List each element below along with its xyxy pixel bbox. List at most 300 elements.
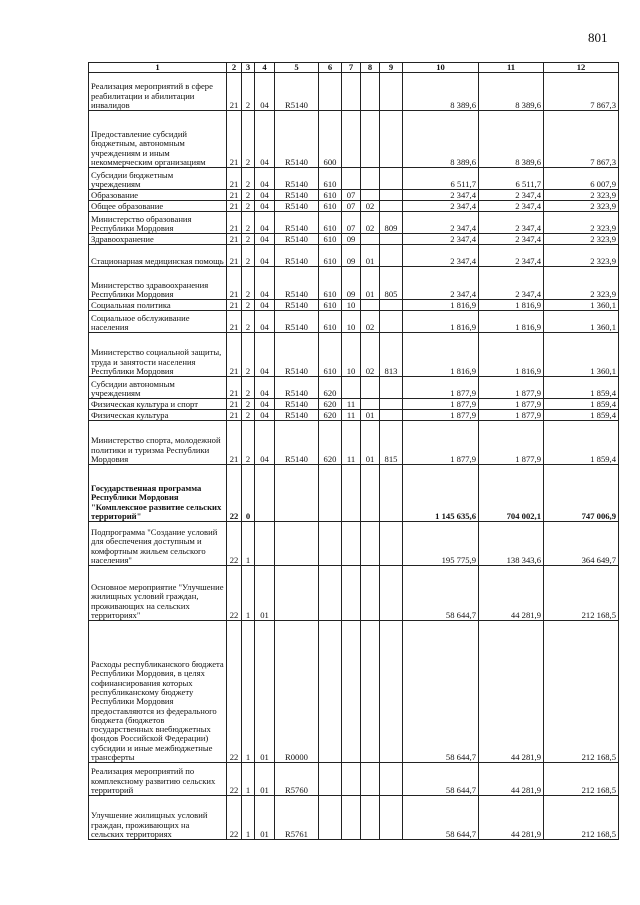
amount-2022-cell: 2 347,4: [479, 212, 544, 234]
amount-2023-cell: 1 360,1: [544, 311, 619, 333]
expense-type-cell: 610: [319, 311, 342, 333]
subsection-cell: 1: [242, 796, 255, 840]
chapter-cell: [342, 621, 361, 763]
target-cell: R5140: [275, 234, 319, 245]
amount-2021-cell: 58 644,7: [403, 566, 479, 621]
table-row: [89, 168, 619, 190]
subchapter-cell: 01: [361, 410, 380, 421]
amount-2021-cell: 58 644,7: [403, 621, 479, 763]
amount-2023-cell: 1 859,4: [544, 377, 619, 399]
subsection-cell: 2: [242, 377, 255, 399]
program-cell: 04: [255, 168, 275, 190]
table-row: [89, 566, 619, 621]
subsection-cell: 2: [242, 111, 255, 168]
ministry-cell: [380, 522, 403, 566]
chapter-cell: 09: [342, 234, 361, 245]
amount-2021-cell: 2 347,4: [403, 201, 479, 212]
subsection-cell: 2: [242, 234, 255, 245]
row-name-cell: Министерство здравоохранения Республики Мордовия: [89, 267, 227, 300]
subchapter-cell: 01: [361, 421, 380, 465]
subchapter-cell: [361, 522, 380, 566]
ministry-cell: [380, 234, 403, 245]
amount-2023-cell: 2 323,9: [544, 267, 619, 300]
amount-2022-cell: 8 389,6: [479, 73, 544, 111]
row-name-cell: Предоставление субсидий бюджетным, автономным учреждениям и иным некоммерческим организациям: [89, 111, 227, 168]
ministry-cell: 815: [380, 421, 403, 465]
amount-2022-cell: 138 343,6: [479, 522, 544, 566]
amount-2021-cell: 6 511,7: [403, 168, 479, 190]
header-cell: 8: [361, 63, 380, 73]
chapter-cell: 09: [342, 267, 361, 300]
amount-2021-cell: 2 347,4: [403, 190, 479, 201]
subchapter-cell: [361, 763, 380, 796]
row-name-cell: Подпрограмма "Создание условий для обеспечения доступным и комфортным жильем сельского населения": [89, 522, 227, 566]
ministry-cell: [380, 311, 403, 333]
section-cell: 22: [227, 621, 242, 763]
header-cell: 7: [342, 63, 361, 73]
row-name-cell: Здравоохранение: [89, 234, 227, 245]
chapter-cell: 11: [342, 410, 361, 421]
section-cell: 22: [227, 796, 242, 840]
ministry-cell: [380, 300, 403, 311]
row-name-cell: Министерство спорта, молодежной политики и туризма Республики Мордовия: [89, 421, 227, 465]
section-cell: 21: [227, 190, 242, 201]
row-name-cell: Реализация мероприятий в сфере реабилитации и абилитации инвалидов: [89, 73, 227, 111]
amount-2023-cell: 7 867,3: [544, 73, 619, 111]
subsection-cell: 2: [242, 311, 255, 333]
subchapter-cell: [361, 300, 380, 311]
ministry-cell: [380, 245, 403, 267]
program-cell: 04: [255, 300, 275, 311]
target-cell: R5140: [275, 333, 319, 377]
amount-2022-cell: 1 877,9: [479, 410, 544, 421]
target-cell: R5140: [275, 245, 319, 267]
subsection-cell: 2: [242, 245, 255, 267]
section-cell: 21: [227, 377, 242, 399]
page-number: 801: [588, 30, 608, 45]
program-cell: 04: [255, 234, 275, 245]
amount-2021-cell: 1 877,9: [403, 377, 479, 399]
expense-type-cell: 610: [319, 212, 342, 234]
target-cell: R5140: [275, 311, 319, 333]
target-cell: [275, 522, 319, 566]
chapter-cell: 09: [342, 245, 361, 267]
amount-2021-cell: 2 347,4: [403, 234, 479, 245]
row-name-cell: Образование: [89, 190, 227, 201]
table-row: [89, 796, 619, 840]
chapter-cell: [342, 73, 361, 111]
section-cell: 21: [227, 168, 242, 190]
table-row: [89, 111, 619, 168]
amount-2022-cell: 1 877,9: [479, 399, 544, 410]
subchapter-cell: [361, 111, 380, 168]
table-row: [89, 421, 619, 465]
target-cell: R5140: [275, 421, 319, 465]
subsection-cell: 1: [242, 621, 255, 763]
amount-2022-cell: 2 347,4: [479, 234, 544, 245]
table-row: [89, 212, 619, 234]
amount-2023-cell: 1 859,4: [544, 421, 619, 465]
program-cell: 04: [255, 73, 275, 111]
chapter-cell: [342, 168, 361, 190]
amount-2021-cell: 2 347,4: [403, 245, 479, 267]
target-cell: R5140: [275, 267, 319, 300]
amount-2023-cell: 364 649,7: [544, 522, 619, 566]
amount-2022-cell: 1 816,9: [479, 333, 544, 377]
section-cell: 21: [227, 311, 242, 333]
amount-2021-cell: 1 877,9: [403, 421, 479, 465]
chapter-cell: 10: [342, 300, 361, 311]
amount-2023-cell: 212 168,5: [544, 796, 619, 840]
amount-2022-cell: 6 511,7: [479, 168, 544, 190]
ministry-cell: [380, 763, 403, 796]
expense-type-cell: [319, 465, 342, 522]
target-cell: R5140: [275, 410, 319, 421]
budget-table: [88, 62, 619, 840]
table-row: [89, 234, 619, 245]
ministry-cell: [380, 73, 403, 111]
row-name-cell: Стационарная медицинская помощь: [89, 245, 227, 267]
section-cell: 21: [227, 212, 242, 234]
amount-2022-cell: 44 281,9: [479, 566, 544, 621]
subsection-cell: 2: [242, 168, 255, 190]
table-row: [89, 190, 619, 201]
table-row: [89, 333, 619, 377]
ministry-cell: 809: [380, 212, 403, 234]
table-row: [89, 201, 619, 212]
table-row: [89, 311, 619, 333]
program-cell: [255, 465, 275, 522]
ministry-cell: 805: [380, 267, 403, 300]
header-cell: 6: [319, 63, 342, 73]
subchapter-cell: [361, 190, 380, 201]
row-name-cell: Улучшение жилищных условий граждан, проживающих на сельских территориях: [89, 796, 227, 840]
ministry-cell: [380, 377, 403, 399]
amount-2021-cell: 1 145 635,6: [403, 465, 479, 522]
subsection-cell: 2: [242, 73, 255, 111]
section-cell: 21: [227, 421, 242, 465]
chapter-cell: 07: [342, 190, 361, 201]
row-name-cell: Социальное обслуживание населения: [89, 311, 227, 333]
expense-type-cell: [319, 621, 342, 763]
subsection-cell: 2: [242, 212, 255, 234]
amount-2023-cell: 2 323,9: [544, 212, 619, 234]
amount-2022-cell: 2 347,4: [479, 190, 544, 201]
row-name-cell: Физическая культура и спорт: [89, 399, 227, 410]
amount-2022-cell: 44 281,9: [479, 621, 544, 763]
amount-2023-cell: 2 323,9: [544, 201, 619, 212]
amount-2021-cell: 8 389,6: [403, 73, 479, 111]
expense-type-cell: 610: [319, 190, 342, 201]
header-cell: 2: [227, 63, 242, 73]
target-cell: R5140: [275, 168, 319, 190]
row-name-cell: Основное мероприятие "Улучшение жилищных условий граждан, проживающих на сельских территориях": [89, 566, 227, 621]
expense-type-cell: [319, 566, 342, 621]
section-cell: 21: [227, 410, 242, 421]
section-cell: 22: [227, 763, 242, 796]
row-name-cell: Социальная политика: [89, 300, 227, 311]
chapter-cell: [342, 763, 361, 796]
amount-2022-cell: 1 877,9: [479, 421, 544, 465]
header-cell: 12: [544, 63, 619, 73]
subsection-cell: 0: [242, 465, 255, 522]
header-cell: 5: [275, 63, 319, 73]
target-cell: R5140: [275, 73, 319, 111]
section-cell: 21: [227, 245, 242, 267]
row-name-cell: Министерство образования Республики Мордовия: [89, 212, 227, 234]
program-cell: 01: [255, 763, 275, 796]
ministry-cell: [380, 796, 403, 840]
row-name-cell: Общее образование: [89, 201, 227, 212]
table-row: [89, 763, 619, 796]
amount-2023-cell: 747 006,9: [544, 465, 619, 522]
program-cell: 04: [255, 267, 275, 300]
program-cell: 04: [255, 377, 275, 399]
ministry-cell: [380, 190, 403, 201]
section-cell: 21: [227, 267, 242, 300]
amount-2023-cell: 7 867,3: [544, 111, 619, 168]
row-name-cell: Субсидии бюджетным учреждениям: [89, 168, 227, 190]
amount-2023-cell: 2 323,9: [544, 245, 619, 267]
subsection-cell: 1: [242, 763, 255, 796]
amount-2022-cell: 1 877,9: [479, 377, 544, 399]
subsection-cell: 2: [242, 190, 255, 201]
section-cell: 21: [227, 73, 242, 111]
program-cell: 04: [255, 245, 275, 267]
chapter-cell: 11: [342, 421, 361, 465]
amount-2023-cell: 6 007,9: [544, 168, 619, 190]
ministry-cell: [380, 111, 403, 168]
expense-type-cell: 610: [319, 245, 342, 267]
program-cell: 04: [255, 311, 275, 333]
amount-2022-cell: 2 347,4: [479, 267, 544, 300]
amount-2023-cell: 1 859,4: [544, 399, 619, 410]
target-cell: R5140: [275, 212, 319, 234]
program-cell: 04: [255, 421, 275, 465]
amount-2021-cell: 195 775,9: [403, 522, 479, 566]
row-name-cell: Физическая культура: [89, 410, 227, 421]
subsection-cell: 1: [242, 522, 255, 566]
row-name-cell: Расходы республиканского бюджета Республики Мордовия, в целях софинансирования которых республиканскому бюджету Республики Мордовия предоставляются из федерального бюджета (бюджетов государственных внебюджетных фондов Российской Федерации) субсидии и иные межбюджетные трансферты: [89, 621, 227, 763]
amount-2023-cell: 2 323,9: [544, 234, 619, 245]
amount-2023-cell: 2 323,9: [544, 190, 619, 201]
expense-type-cell: 620: [319, 410, 342, 421]
subchapter-cell: 02: [361, 311, 380, 333]
expense-type-cell: [319, 522, 342, 566]
table-row: [89, 300, 619, 311]
subsection-cell: 2: [242, 300, 255, 311]
header-cell: 1: [89, 63, 227, 73]
program-cell: 04: [255, 201, 275, 212]
row-name-cell: Субсидии автономным учреждениям: [89, 377, 227, 399]
program-cell: 04: [255, 399, 275, 410]
amount-2021-cell: 1 816,9: [403, 333, 479, 377]
target-cell: R5140: [275, 377, 319, 399]
amount-2023-cell: 212 168,5: [544, 621, 619, 763]
chapter-cell: 10: [342, 311, 361, 333]
program-cell: 01: [255, 566, 275, 621]
chapter-cell: [342, 377, 361, 399]
subchapter-cell: 01: [361, 245, 380, 267]
target-cell: R5140: [275, 111, 319, 168]
subchapter-cell: 02: [361, 333, 380, 377]
target-cell: R5140: [275, 190, 319, 201]
section-cell: 21: [227, 399, 242, 410]
expense-type-cell: 610: [319, 201, 342, 212]
amount-2023-cell: 212 168,5: [544, 566, 619, 621]
chapter-cell: [342, 465, 361, 522]
chapter-cell: 11: [342, 399, 361, 410]
amount-2023-cell: 1 360,1: [544, 300, 619, 311]
header-cell: 9: [380, 63, 403, 73]
ministry-cell: [380, 465, 403, 522]
subchapter-cell: [361, 73, 380, 111]
expense-type-cell: 610: [319, 234, 342, 245]
amount-2022-cell: 2 347,4: [479, 201, 544, 212]
subsection-cell: 2: [242, 201, 255, 212]
table-row: [89, 73, 619, 111]
amount-2021-cell: 58 644,7: [403, 796, 479, 840]
subchapter-cell: [361, 465, 380, 522]
expense-type-cell: [319, 796, 342, 840]
subchapter-cell: 02: [361, 212, 380, 234]
section-cell: 21: [227, 300, 242, 311]
expense-type-cell: 600: [319, 111, 342, 168]
amount-2021-cell: 8 389,6: [403, 111, 479, 168]
program-cell: 01: [255, 621, 275, 763]
table-row: [89, 465, 619, 522]
expense-type-cell: [319, 763, 342, 796]
program-cell: 04: [255, 111, 275, 168]
amount-2022-cell: 1 816,9: [479, 311, 544, 333]
ministry-cell: [380, 566, 403, 621]
section-cell: 21: [227, 333, 242, 377]
ministry-cell: 813: [380, 333, 403, 377]
target-cell: R5140: [275, 201, 319, 212]
amount-2023-cell: 212 168,5: [544, 763, 619, 796]
expense-type-cell: 610: [319, 168, 342, 190]
subchapter-cell: [361, 168, 380, 190]
amount-2021-cell: 2 347,4: [403, 212, 479, 234]
subsection-cell: 2: [242, 410, 255, 421]
amount-2021-cell: 1 816,9: [403, 300, 479, 311]
program-cell: 04: [255, 212, 275, 234]
chapter-cell: 10: [342, 333, 361, 377]
header-cell: 10: [403, 63, 479, 73]
program-cell: 04: [255, 190, 275, 201]
ministry-cell: [380, 621, 403, 763]
table-row: [89, 410, 619, 421]
subsection-cell: 1: [242, 566, 255, 621]
chapter-cell: 07: [342, 212, 361, 234]
section-cell: 21: [227, 201, 242, 212]
amount-2022-cell: 704 002,1: [479, 465, 544, 522]
amount-2023-cell: 1 859,4: [544, 410, 619, 421]
table-header-row: [89, 63, 619, 73]
chapter-cell: [342, 111, 361, 168]
amount-2022-cell: 2 347,4: [479, 245, 544, 267]
chapter-cell: [342, 796, 361, 840]
subchapter-cell: 02: [361, 201, 380, 212]
program-cell: [255, 522, 275, 566]
amount-2022-cell: 44 281,9: [479, 763, 544, 796]
ministry-cell: [380, 168, 403, 190]
chapter-cell: [342, 522, 361, 566]
header-cell: 4: [255, 63, 275, 73]
target-cell: R5140: [275, 399, 319, 410]
section-cell: 21: [227, 234, 242, 245]
expense-type-cell: 610: [319, 333, 342, 377]
subsection-cell: 2: [242, 421, 255, 465]
program-cell: 04: [255, 333, 275, 377]
program-cell: 01: [255, 796, 275, 840]
table-row: [89, 621, 619, 763]
header-cell: 11: [479, 63, 544, 73]
section-cell: 22: [227, 566, 242, 621]
target-cell: R5760: [275, 763, 319, 796]
amount-2022-cell: 8 389,6: [479, 111, 544, 168]
subsection-cell: 2: [242, 267, 255, 300]
table-row: [89, 267, 619, 300]
subsection-cell: 2: [242, 333, 255, 377]
row-name-cell: Министерство социальной защиты, труда и занятости населения Республики Мордовия: [89, 333, 227, 377]
ministry-cell: [380, 399, 403, 410]
amount-2021-cell: 2 347,4: [403, 267, 479, 300]
ministry-cell: [380, 410, 403, 421]
row-name-cell: Реализация мероприятий по комплексному развитию сельских территорий: [89, 763, 227, 796]
amount-2023-cell: 1 360,1: [544, 333, 619, 377]
expense-type-cell: 610: [319, 300, 342, 311]
amount-2021-cell: 1 816,9: [403, 311, 479, 333]
expense-type-cell: 610: [319, 267, 342, 300]
chapter-cell: 07: [342, 201, 361, 212]
table-row: [89, 377, 619, 399]
target-cell: R5761: [275, 796, 319, 840]
subchapter-cell: [361, 621, 380, 763]
target-cell: R0000: [275, 621, 319, 763]
table-row: [89, 399, 619, 410]
amount-2021-cell: 1 877,9: [403, 399, 479, 410]
chapter-cell: [342, 566, 361, 621]
table-row: [89, 245, 619, 267]
expense-type-cell: 620: [319, 421, 342, 465]
amount-2021-cell: 58 644,7: [403, 763, 479, 796]
section-cell: 21: [227, 111, 242, 168]
target-cell: [275, 566, 319, 621]
subchapter-cell: [361, 566, 380, 621]
ministry-cell: [380, 201, 403, 212]
expense-type-cell: 620: [319, 377, 342, 399]
subchapter-cell: 01: [361, 267, 380, 300]
table-row: [89, 522, 619, 566]
row-name-cell: Государственная программа Республики Мордовия "Комплексное развитие сельских территорий": [89, 465, 227, 522]
section-cell: 22: [227, 522, 242, 566]
amount-2021-cell: 1 877,9: [403, 410, 479, 421]
subchapter-cell: [361, 234, 380, 245]
subchapter-cell: [361, 796, 380, 840]
target-cell: [275, 465, 319, 522]
header-cell: 3: [242, 63, 255, 73]
subchapter-cell: [361, 377, 380, 399]
expense-type-cell: 620: [319, 399, 342, 410]
subsection-cell: 2: [242, 399, 255, 410]
expense-type-cell: [319, 73, 342, 111]
program-cell: 04: [255, 410, 275, 421]
amount-2022-cell: 44 281,9: [479, 796, 544, 840]
target-cell: R5140: [275, 300, 319, 311]
subchapter-cell: [361, 399, 380, 410]
section-cell: 22: [227, 465, 242, 522]
